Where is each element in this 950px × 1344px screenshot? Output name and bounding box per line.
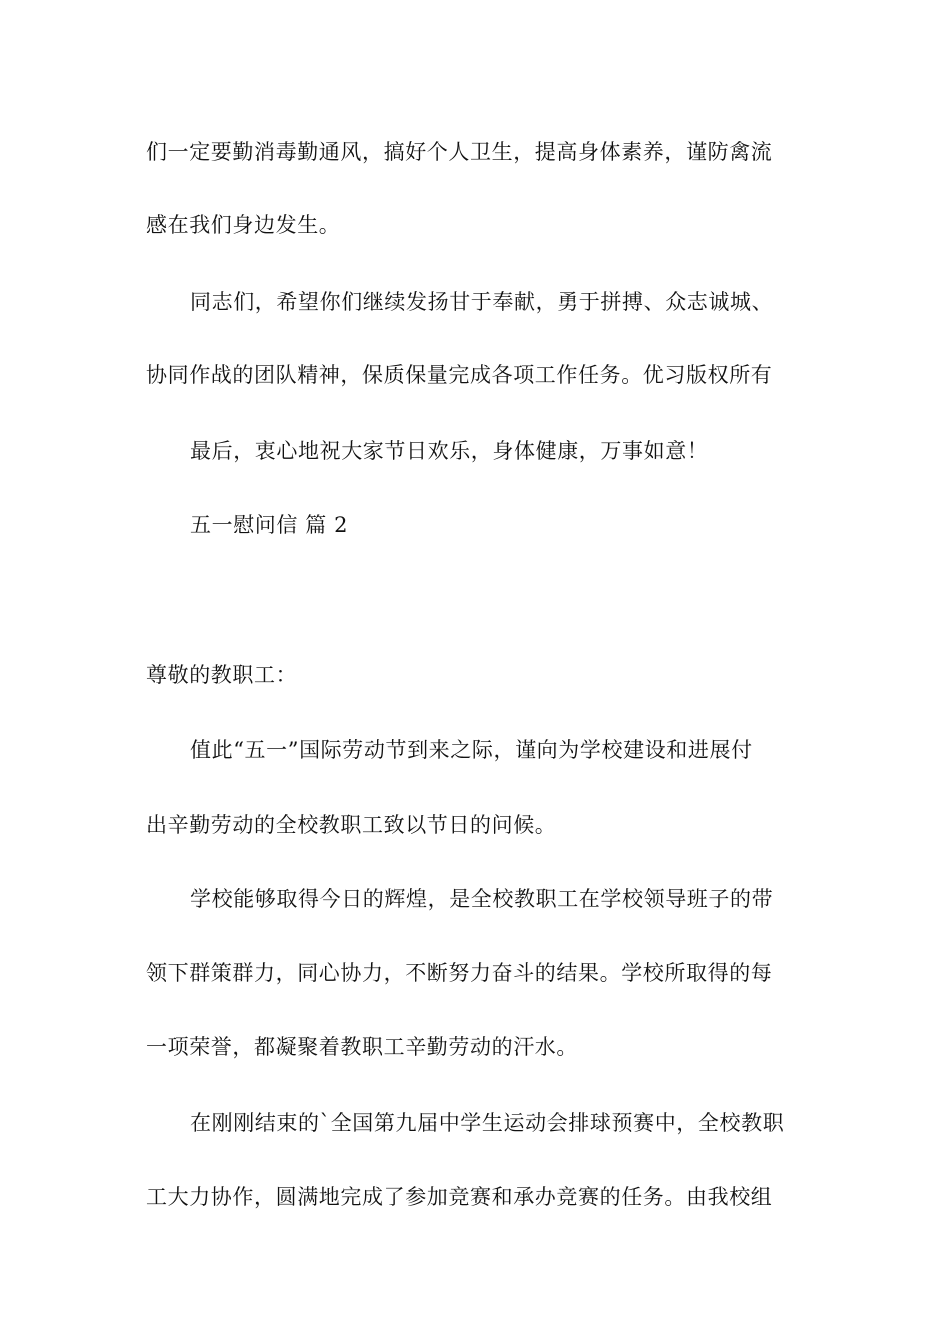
paragraph-line: 最后，衷心地祝大家节日欢乐，身体健康，万事如意！: [190, 439, 709, 463]
paragraph-line: 协同作战的团队精神，保质保量完成各项工作任务。优习版权所有: [146, 363, 773, 387]
salutation: 尊敬的教职工：: [146, 663, 298, 687]
paragraph-line: 学校能够取得今日的辉煌，是全校教职工在学校领导班子的带: [190, 887, 774, 911]
paragraph-line: 同志们，希望你们继续发扬甘于奉献，勇于拼搏、众志诚城、: [190, 290, 774, 314]
paragraph-line: 在刚刚结束的`全国第九届中学生运动会排球预赛中，全校教职: [190, 1111, 785, 1135]
paragraph-line: 感在我们身边发生。: [146, 213, 341, 237]
paragraph-line: 们一定要勤消毒勤通风，搞好个人卫生，提高身体素养，谨防禽流: [146, 140, 773, 164]
paragraph-line: 值此“五一”国际劳动节到来之际，谨向为学校建设和进展付: [190, 738, 753, 762]
paragraph-line: 领下群策群力，同心协力，不断努力奋斗的结果。学校所取得的每: [146, 961, 773, 985]
paragraph-line: 工大力协作，圆满地完成了参加竞赛和承办竞赛的任务。由我校组: [146, 1185, 773, 1209]
paragraph-line: 一项荣誉，都凝聚着教职工辛勤劳动的汗水。: [146, 1035, 578, 1059]
paragraph-line: 出辛勤劳动的全校教职工致以节日的问候。: [146, 813, 557, 837]
section-heading: 五一慰问信 篇 2: [190, 513, 349, 537]
